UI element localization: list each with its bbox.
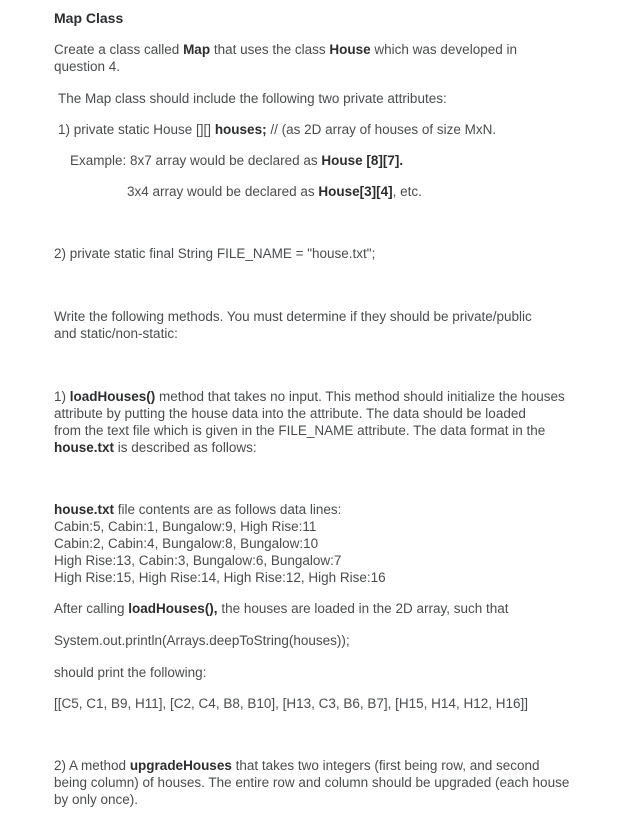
should-print: should print the following: [54, 665, 207, 680]
attributes-intro: The Map class should include the following two private attributes: [58, 91, 447, 106]
method-1-line-3: from the text file which is given in the FILE_NAME attribute. The data format in the [54, 423, 546, 438]
file-line: High Rise:13, Cabin:3, Bungalow:6, Bungalow:7 [54, 553, 342, 568]
example-2: 3x4 array would be declared as House[3][4], etc. [127, 184, 422, 199]
intro-line-1: Create a class called Map that uses the class House which was developed in [54, 42, 517, 57]
after-calling: After calling loadHouses(), the houses are loaded in the 2D array, such that [54, 601, 509, 616]
intro-line-2: question 4. [54, 59, 121, 74]
print-statement: System.out.println(Arrays.deepToString(houses)); [54, 633, 350, 648]
example-1: Example: 8x7 array would be declared as House [8][7]. [70, 153, 404, 168]
file-line: Cabin:2, Cabin:4, Bungalow:8, Bungalow:10 [54, 536, 319, 551]
section-title: Map Class [54, 10, 124, 26]
method-1-line-4: house.txt is described as follows: [54, 440, 257, 455]
file-heading: house.txt file contents are as follows data lines: [54, 502, 342, 517]
attribute-2: 2) private static final String FILE_NAME = "house.txt"; [54, 246, 376, 261]
methods-intro-line-2: and static/non-static: [54, 326, 178, 341]
method-2-line-2: being column) of houses. The entire row and column should be upgraded (each house [54, 775, 570, 790]
method-1-line-2: attribute by putting the house data into the attribute. The data should be loaded [54, 406, 526, 421]
methods-intro-line-1: Write the following methods. You must determine if they should be private/public [54, 309, 532, 324]
file-line: High Rise:15, High Rise:14, High Rise:12, High Rise:16 [54, 570, 386, 585]
method-1-line-1: 1) loadHouses() method that takes no input. This method should initialize the houses [54, 389, 565, 404]
method-2-line-1: 2) A method upgradeHouses that takes two integers (first being row, and second [54, 758, 540, 773]
attribute-1: 1) private static House [][] houses; // (as 2D array of houses of size MxN. [58, 122, 497, 137]
expected-output: [[C5, C1, B9, H11], [C2, C4, B8, B10], [H13, C3, B6, B7], [H15, H14, H12, H16]] [54, 696, 528, 711]
file-line: Cabin:5, Cabin:1, Bungalow:9, High Rise:11 [54, 519, 317, 534]
method-2-line-3: by only once). [54, 792, 139, 807]
